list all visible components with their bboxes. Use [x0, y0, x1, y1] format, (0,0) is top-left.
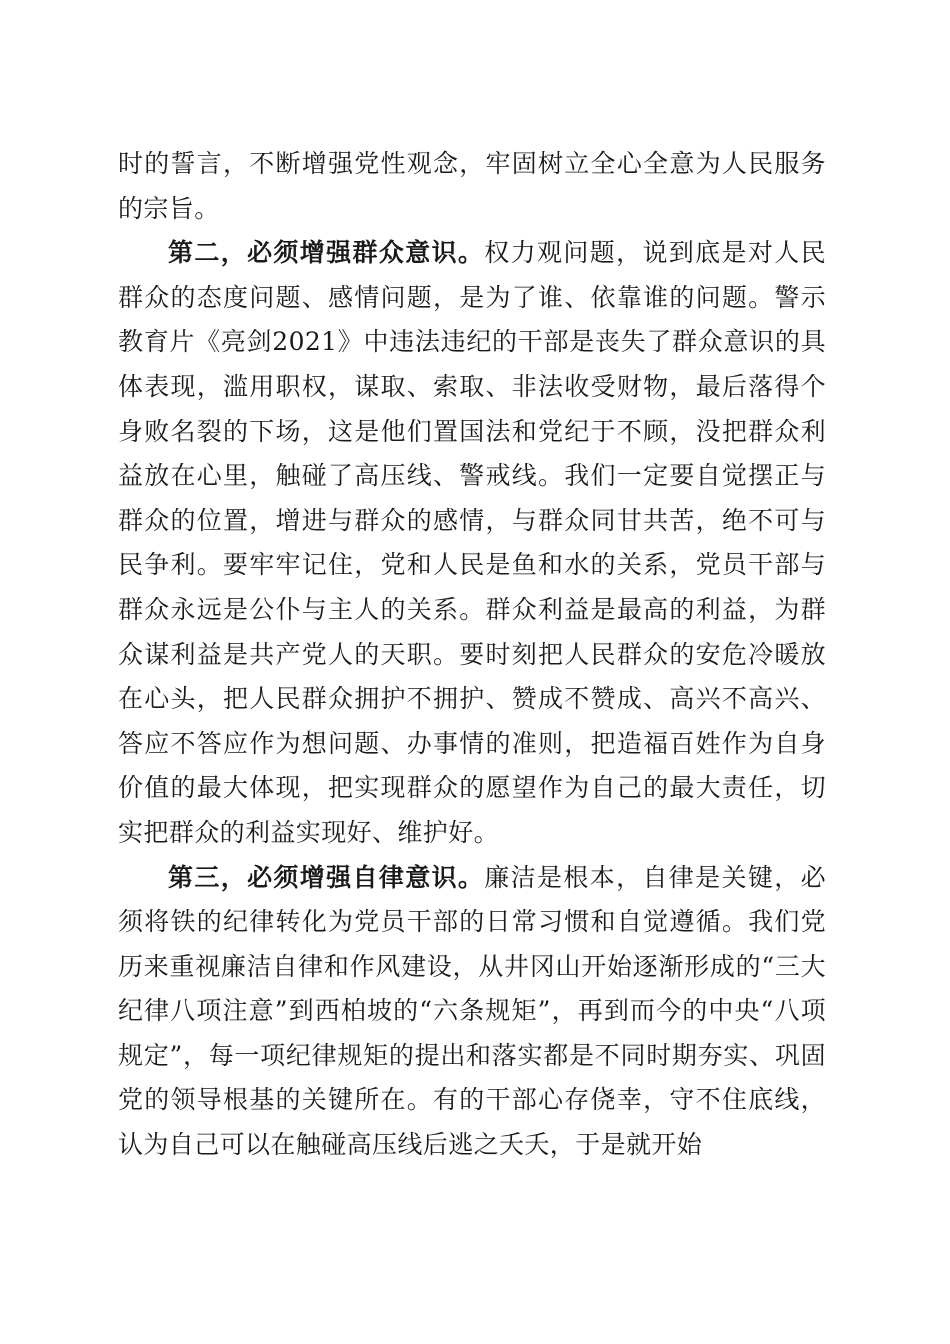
document-body [118, 142, 826, 1168]
paragraph-lead: 第三，必须增强自律意识。 [168, 862, 485, 892]
paragraph-text: 廉洁是根本，自律是关键，必须将铁的纪律转化为党员干部的日常习惯和自觉遵循。我们党历来重视廉洁自律和作风建设，从井冈山开始逐渐形成的“三大纪律八项注意”到西柏坡的“六条规矩”，再到而今的中央“八项规定”，每一项纪律规矩的提出和落实都是不同时期夯实、巩固党的领导根基的关键所在。有的干部心存侥幸，守不住底线，认为自己可以在触碰高压线后逃之夭夭，于是就开始 [118, 862, 826, 1160]
paragraph-self-discipline [118, 856, 826, 1168]
paragraph-mass-awareness [118, 231, 826, 855]
paragraph-text: 权力观问题，说到底是对人民群众的态度问题、感情问题，是为了谁、依靠谁的问题。警示教育片《亮剑2021》中违法违纪的干部是丧失了群众意识的具体表现，滥用职权，谋取、索取、非法收受财物，最后落得个身败名裂的下场，这是他们置国法和党纪于不顾，没把群众利益放在心里，触碰了高压线、警戒线。我们一定要自觉摆正与群众的位置，增进与群众的感情，与群众同甘共苦，绝不可与民争利。要牢牢记住，党和人民是鱼和水的关系，党员干部与群众永远是公仆与主人的关系。群众利益是最高的利益，为群众谋利益是共产党人的天职。要时刻把人民群众的安危冷暖放在心头，把人民群众拥护不拥护、赞成不赞成、高兴不高兴、答应不答应作为想问题、办事情的准则，把造福百姓作为自身价值的最大体现，把实现群众的愿望作为自己的最大责任，切实把群众的利益实现好、维护好。 [118, 238, 826, 847]
paragraph-text: 时的誓言，不断增强党性观念，牢固树立全心全意为人民服务的宗旨。 [118, 149, 826, 223]
paragraph-lead: 第二，必须增强群众意识。 [168, 238, 485, 268]
paragraph-continuation [118, 142, 826, 231]
